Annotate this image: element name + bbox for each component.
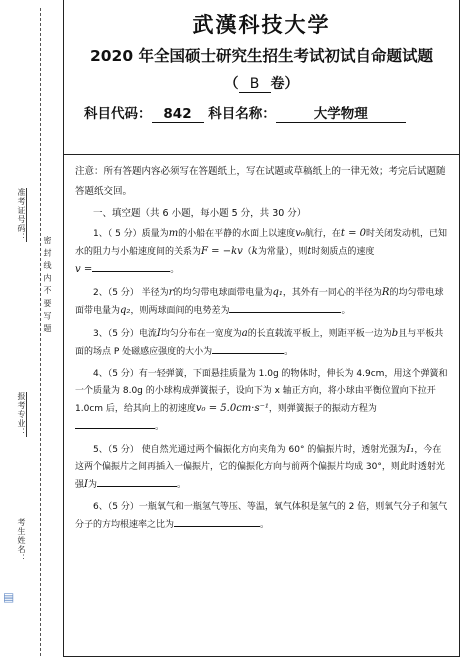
q2-text: 2、（5 分） 半径为 — [93, 288, 169, 298]
subject-name-label: 科目名称： — [208, 106, 276, 122]
candidate-name-label: 考生姓名： — [17, 518, 26, 563]
q5-var-I1: I₁ — [406, 444, 415, 455]
notice-text: 注意：所有答题内容必须写在答题纸上，写在试题或草稿纸上的一律无效；考完后试题随答题纸交回。 — [75, 166, 446, 197]
header-divider — [64, 154, 459, 155]
q6-end: 。 — [260, 520, 270, 530]
q2-var-r: r — [168, 287, 174, 298]
q5-text: 为 — [87, 480, 97, 490]
paper-type-close: 卷） — [270, 76, 299, 92]
q3-var-a: a — [241, 328, 248, 339]
q1-text: 时刻质点的速度 — [311, 247, 375, 257]
q1-answer-blank[interactable] — [92, 261, 170, 272]
question-3 — [75, 325, 450, 361]
q5-text: ，今在这两个偏振片之间再插入一偏振片，它的偏振化方向与前两个偏振片均成 30°，则此时透射光强 — [75, 445, 445, 490]
q5-var-I: I — [84, 479, 88, 490]
paper-type-open: （ — [224, 76, 239, 92]
question-5 — [75, 441, 450, 494]
q5-answer-blank[interactable] — [97, 476, 177, 487]
q4-text: 4、（5 分）有一轻弹簧，下面悬挂质量为 1.0g 的物体时，伸长为 4.9cm，用这个弹簧和一个质量为 8.0g 的小球构成弹簧振子，设向下为 x 轴正方向，将小球由平衡位置向下拉开 1.0cm 后，给其向上的初速度 — [75, 369, 448, 414]
paper-type-value: B — [239, 76, 271, 93]
question-1 — [75, 225, 450, 279]
q6-answer-blank[interactable] — [174, 516, 260, 527]
q4-end: 。 — [155, 422, 165, 432]
q1-answer-label: v = — [75, 264, 93, 275]
exam-content — [64, 162, 459, 539]
q6-text: 6、（5 分）一瓶氧气和一瓶氢气等压、等温，氧气体积是氢气的 2 倍，则氧气分子和氢气分子的方均根速率之比为 — [75, 502, 448, 530]
q3-var-I: I — [156, 328, 161, 339]
q3-text: 3、（5 分）电流 — [93, 329, 157, 339]
question-6 — [75, 499, 450, 534]
q4-text: ，则弹簧振子的振动方程为 — [268, 404, 377, 414]
q4-initial-velocity: v₀ = 5.0cm·s⁻¹ — [195, 403, 269, 414]
subject-line — [84, 102, 406, 123]
q1-var-v0: v₀ — [295, 228, 305, 239]
q3-end: 。 — [284, 347, 294, 357]
major-label: 报考专业： — [17, 392, 26, 437]
q3-answer-blank[interactable] — [212, 343, 284, 354]
subject-code-value: 842 — [152, 106, 204, 123]
q1-end: 。 — [170, 265, 180, 275]
q2-var-q2: q₂ — [120, 305, 131, 316]
exam-page — [63, 0, 460, 657]
university-logo: 武漢科技大学 — [192, 12, 331, 37]
q2-answer-blank[interactable] — [229, 302, 341, 313]
question-2 — [75, 284, 450, 320]
q1-text: 为常量），则 — [257, 247, 308, 257]
q1-text: 的小船在平静的水面上以速度 — [178, 229, 296, 239]
q1-var-t0: t = 0 — [340, 228, 366, 239]
q2-text: ，其外有一同心的半径为 — [282, 288, 382, 298]
q3-text: 且与平板共面的场点 P 处磁感应强度的大小为 — [75, 329, 444, 357]
document-icon: ▤ — [3, 590, 15, 604]
q3-var-b: b — [391, 328, 399, 339]
exam-header — [64, 0, 459, 154]
exam-title: 2020 年全国硕士研究生招生考试初试自命题试题 — [89, 47, 434, 65]
subject-name-value: 大学物理 — [276, 102, 406, 123]
question-4 — [75, 366, 450, 436]
seal-sidebar — [0, 0, 62, 666]
q2-text: 的均匀带电球面带电量为 — [75, 288, 444, 316]
q4-answer-blank[interactable] — [75, 418, 155, 429]
q2-text: ，则两球面间的电势差为 — [130, 306, 230, 316]
q5-text: 5、（5 分） 使自然光通过两个偏振化方向夹角为 60° 的偏振片时，透射光强为 — [93, 445, 407, 455]
q1-text: 航行，在 — [304, 229, 341, 239]
admission-number-label: 准考证号码： — [17, 188, 26, 242]
seal-warning-label: 密 封 线 内 不 要 写 题 — [43, 236, 52, 333]
q1-var-t: t — [307, 246, 312, 257]
q1-formula: F = −kv — [201, 246, 243, 257]
q3-text: 的长直载流平板上，则距平板一边为 — [247, 329, 392, 339]
q1-var-k: k — [251, 246, 258, 257]
q1-text: （ — [242, 247, 252, 257]
q2-var-R: R — [381, 287, 390, 298]
q2-end: 。 — [341, 306, 351, 316]
q3-text: 均匀分布在一宽度为 — [160, 329, 242, 339]
subject-code-label: 科目代码： — [84, 106, 152, 122]
paper-type — [64, 73, 459, 93]
section-heading: 一、填空题（共 6 小题，每小题 5 分，共 30 分） — [93, 208, 307, 219]
q5-end: 。 — [176, 480, 186, 490]
q1-var-m: m — [168, 228, 179, 239]
seal-dashed-line — [40, 8, 41, 656]
q2-var-q1: q₁ — [272, 287, 283, 298]
q1-text: 1、（ 5 分）质量为 — [93, 229, 169, 239]
q2-text: 的均匀带电球面带电量为 — [173, 288, 273, 298]
q1-text: 时关闭发动机，已知水的阻力与小船速度间的关系为 — [75, 229, 448, 257]
